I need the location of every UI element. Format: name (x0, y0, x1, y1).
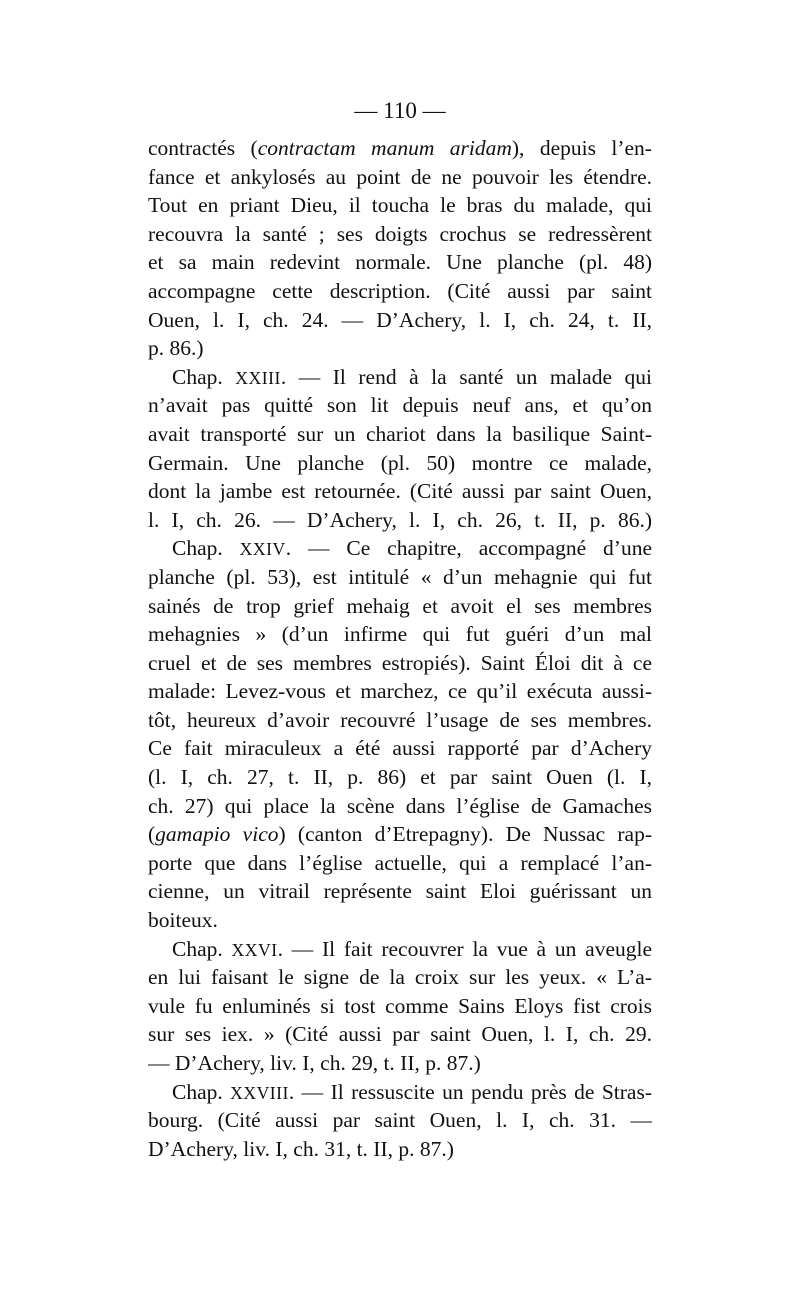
text-run: . — Il fait recouvrer la vue à un aveugle (277, 936, 652, 961)
text-run: Ouen, l. I, ch. 24. — D’Achery, l. I, ch. 24, t. II, (148, 307, 652, 332)
text-run: ) (canton d’Etrepagny). De Nussac rap- (278, 822, 652, 847)
text-line (148, 963, 652, 992)
text-line (148, 363, 652, 392)
page-number: — 110 — (354, 98, 446, 123)
text-line (148, 620, 652, 649)
text-run: Ce fait miraculeux a été aussi rapporté par d’Achery (148, 736, 652, 761)
text-run: fance et ankylosés au point de ne pouvoir les étendre. (148, 164, 652, 189)
text-run: XXVIII (230, 1082, 289, 1103)
text-run: . — Ce chapitre, accompagné d’une (285, 536, 652, 561)
text-run: malade: Levez-vous et marchez, ce qu’il exécuta aussi- (148, 679, 652, 704)
text-run: planche (pl. 53), est intitulé « d’un mehagnie qui fut (148, 564, 652, 589)
text-line (148, 906, 652, 935)
text-run: tôt, heureux d’avoir recouvré l’usage de ses membres. (148, 707, 652, 732)
text-run: contractés ( (148, 136, 258, 160)
text-line (148, 220, 652, 249)
text-run: cienne, un vitrail représente saint Eloi guérissant un (148, 879, 652, 904)
text-line (148, 134, 652, 163)
text-run: Chap. (172, 1079, 231, 1104)
text-run: accompagne cette description. (Cité aussi par saint (148, 278, 652, 303)
text-run: Chap. (172, 364, 236, 389)
body-text (148, 134, 652, 1163)
text-line (148, 1049, 652, 1078)
text-line (148, 306, 652, 335)
text-run: contractam manum aridam (257, 136, 512, 160)
text-run: cruel et de ses membres estropiés). Saint Éloi dit à ce (148, 650, 652, 675)
text-line (148, 706, 652, 735)
text-line (148, 277, 652, 306)
text-line (148, 592, 652, 621)
text-run: . — Il ressuscite un pendu près de Stras- (288, 1079, 652, 1104)
text-run: ), depuis l’en- (511, 136, 652, 160)
text-line (148, 1020, 652, 1049)
text-line (148, 420, 652, 449)
text-run: XXVI (231, 939, 278, 960)
text-run: XXIV (239, 539, 286, 560)
text-line (148, 163, 652, 192)
text-line (148, 506, 652, 535)
text-run: n’avait pas quitté son lit depuis neuf ans, et qu’on (148, 393, 652, 418)
text-run: Chap. (172, 536, 240, 561)
text-run: D’Achery, liv. I, ch. 31, t. II, p. 87.) (148, 1136, 454, 1161)
text-line (148, 449, 652, 478)
text-line (148, 820, 652, 849)
text-line (148, 1135, 652, 1164)
text-run: sur ses iex. » (Cité aussi par saint Ouen, l. I, ch. 29. (148, 1022, 652, 1047)
text-line (148, 248, 652, 277)
text-run: ch. 27) qui place la scène dans l’église de Gamaches (148, 793, 652, 818)
text-line (148, 992, 652, 1021)
text-run: sainés de trop grief mehaig et avoit el ses membres (148, 593, 652, 618)
text-run: bourg. (Cité aussi par saint Ouen, l. I, ch. 31. — (148, 1108, 652, 1133)
text-run: recouvra la santé ; ses doigts crochus se redressèrent (148, 221, 652, 246)
text-line (148, 191, 652, 220)
text-run: (l. I, ch. 27, t. II, p. 86) et par saint Ouen (l. I, (148, 765, 652, 790)
text-run: XXIII (235, 367, 281, 388)
text-line (148, 534, 652, 563)
text-line (148, 334, 652, 363)
text-line (148, 935, 652, 964)
text-line (148, 792, 652, 821)
text-run: boiteux. (148, 908, 218, 933)
text-run: Chap. (172, 936, 232, 961)
text-line (148, 763, 652, 792)
text-run: ( (148, 822, 156, 847)
text-run: porte que dans l’église actuelle, qui a remplacé l’an- (148, 850, 652, 875)
text-run: et sa main redevint normale. Une planche (pl. 48) (148, 250, 652, 275)
text-line (148, 677, 652, 706)
text-run: gamapio vico (155, 822, 279, 847)
text-run: — D’Achery, liv. I, ch. 29, t. II, p. 87.) (148, 1051, 481, 1075)
text-run: en lui faisant le signe de la croix sur les yeux. « L’a- (148, 965, 652, 990)
text-line (148, 877, 652, 906)
text-line (148, 563, 652, 592)
text-line (148, 649, 652, 678)
text-run: l. I, ch. 26. — D’Achery, l. I, ch. 26, t. II, p. 86.) (148, 507, 652, 532)
text-run: avait transporté sur un chariot dans la basilique Saint- (148, 421, 652, 446)
text-run: dont la jambe est retournée. (Cité aussi par saint Ouen, (148, 479, 652, 504)
text-run: Germain. Une planche (pl. 50) montre ce malade, (148, 450, 652, 475)
text-run: vule fu enluminés si tost comme Sains Eloys fist crois (148, 993, 652, 1018)
text-line (148, 849, 652, 878)
text-run: . — Il rend à la santé un malade qui (280, 364, 652, 389)
text-line (148, 1078, 652, 1107)
text-line (148, 1106, 652, 1135)
text-run: mehagnies » (d’un infirme qui fut guéri d’un mal (148, 622, 652, 647)
text-line (148, 734, 652, 763)
text-line (148, 391, 652, 420)
text-run: Tout en priant Dieu, il toucha le bras du malade, qui (148, 193, 652, 218)
text-run: p. 86.) (148, 336, 204, 361)
text-line (148, 477, 652, 506)
